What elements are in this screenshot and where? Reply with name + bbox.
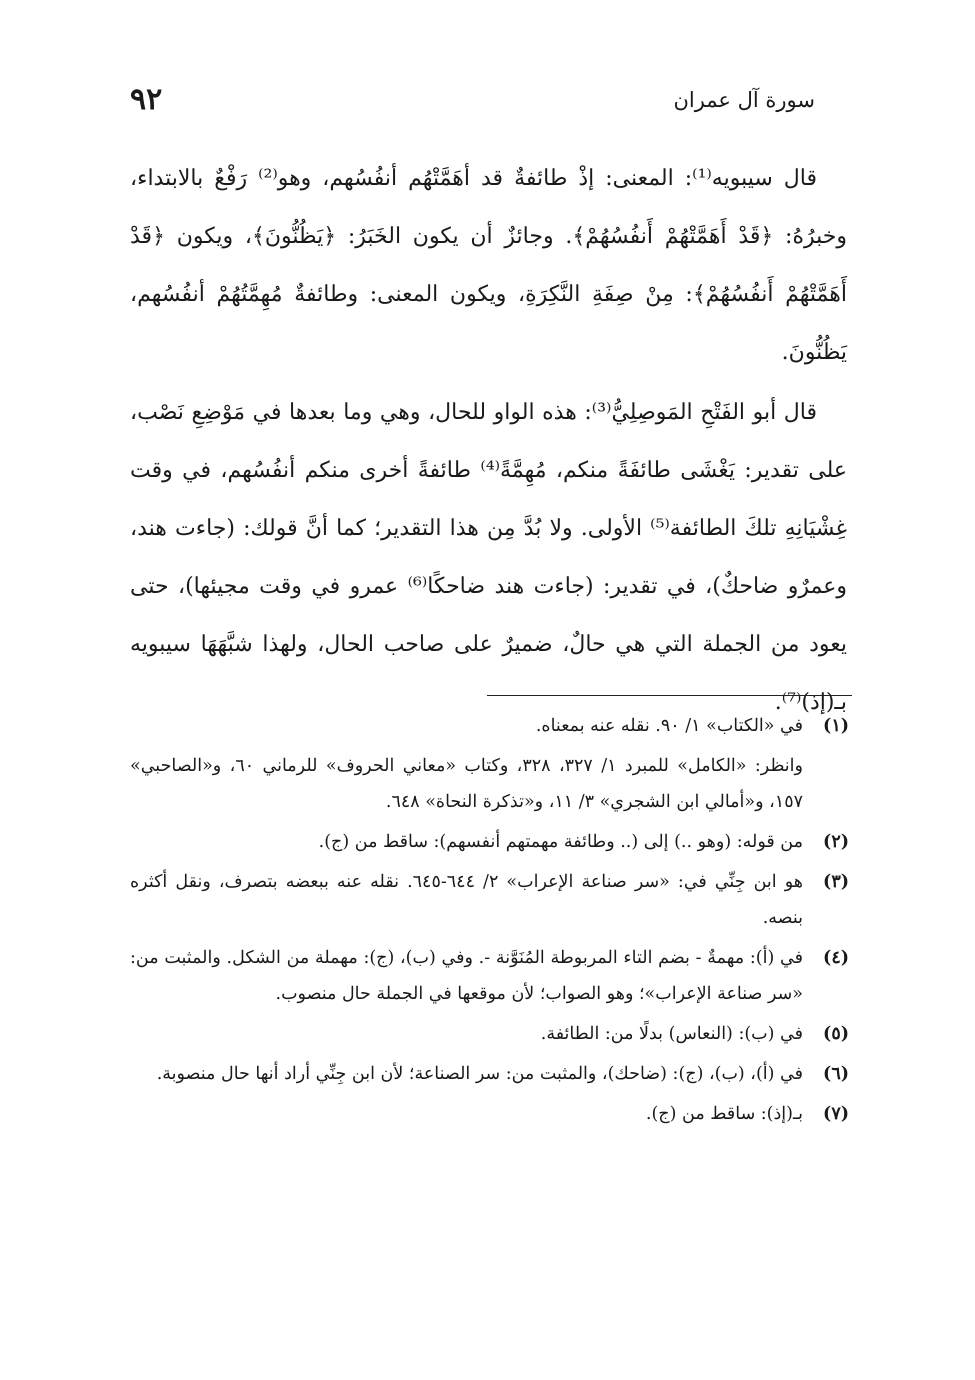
footnote-text: في (أ)، (ب)، (ج): (ضاحك)، والمثبت من: سر الصناعة؛ لأن ابن جِنِّي أراد أنها حال منصوبة.	[156, 1064, 803, 1084]
footnote-1	[130, 708, 849, 744]
footnote-number: (٦)	[823, 1064, 849, 1084]
footnote-text: هو ابن جِنِّي في: «سر صناعة الإعراب» ٢/ ٦٤٤-٦٤٥. نقله عنه ببعضه بتصرف، ونقل أكثره بنصه.	[130, 872, 803, 928]
footnote-number: (٢)	[823, 832, 849, 852]
paragraph-sibawayh: قال سيبويه⁽¹⁾: المعنى: إذْ طائفةٌ قد أهَمَّتْهُم أنفُسُهم، وهو⁽²⁾ رَفْعٌ بالابتداء، وخبرُهُ: ﴿قَدْ أَهَمَّتْهُمْ أَنفُسُهُمْ﴾. وجائزٌ أن يكون الخَبَرُ: ﴿يَظُنُّونَ﴾، ويكون ﴿قَدْ أَهَمَّتْهُمْ أَنفُسُهُمْ﴾: مِنْ صِفَةِ النَّكِرَةِ، ويكون المعنى: وطائفةٌ مُهِمَّتُهُمْ أنفُسُهم، يَظُنُّونَ.	[130, 166, 847, 365]
footnote-divider	[487, 695, 852, 696]
paragraph-abu-alfath: قال أبو الفَتْحِ المَوصِلِيُّ⁽³⁾: هذه الواو للحال، وهي وما بعدها في مَوْضِعِ نَصْب، على تقدير: يَغْشَى طائفَةً منكم، مُهِمَّةً⁽⁴⁾ طائفةً أخرى منكم أنفُسُهم، في وقت غِشْيَانِهِ تلكَ الطائفة⁽⁵⁾ الأولى. ولا بُدَّ مِن هذا التقدير؛ كما أنَّ قولك: (جاءت هند، وعمرٌو ضاحكٌ)، في تقدير: (جاءت هند ضاحكًا⁽⁶⁾ عمرو في وقت مجيئها)، حتى يعود من الجملة التي هي حالٌ، ضميرٌ على صاحب الحال، ولهذا شبَّهَهَا سيبويه بـ(إذ)⁽⁷⁾.	[130, 400, 847, 715]
footnote-6	[130, 1056, 849, 1092]
footnote-text: بـ(إذ): ساقط من (ج).	[645, 1104, 803, 1124]
footnote-2	[130, 824, 849, 860]
footnote-number: (٤)	[823, 948, 849, 968]
footnote-1-continuation: وانظر: «الكامل» للمبرد ١/ ٣٢٧، ٣٢٨، وكتاب «معاني الحروف» للرماني ٦٠، و«الصاحبي» ١٥٧، و«أمالي ابن الشجري» ٣/ ١١، و«تذكرة النحاة» ٦٤٨.	[130, 756, 803, 812]
footnote-text: في (أ): مهمةٌ - بضم التاء المربوطة المُنَوَّنة -. وفي (ب)، (ج): مهملة من الشكل. والمثبت من: «سر صناعة الإعراب»؛ وهو الصواب؛ لأن موقعها في الجملة حال منصوب.	[130, 948, 803, 1004]
footnote-7	[130, 1096, 849, 1132]
footnote-text: من قوله: (وهو ..) إلى (.. وطائفة مهمتهم أنفسهم): ساقط من (ج).	[318, 832, 803, 852]
footnote-4	[130, 940, 849, 1012]
footnote-3	[130, 864, 849, 936]
page-header	[130, 80, 815, 130]
footnote-number: (٣)	[823, 872, 849, 892]
page-number: ٩٢	[130, 82, 163, 117]
footnote-text: في «الكتاب» ١/ ٩٠. نقله عنه بمعناه.	[535, 716, 803, 736]
surah-title: سورة آل عمران	[673, 88, 815, 112]
footnotes	[130, 708, 849, 1136]
footnote-text: في (ب): (النعاس) بدلًا من: الطائفة.	[540, 1024, 803, 1044]
footnote-number: (١)	[823, 716, 849, 736]
footnote-number: (٧)	[823, 1104, 849, 1124]
main-text	[130, 150, 847, 732]
footnote-5	[130, 1016, 849, 1052]
footnote-number: (٥)	[823, 1024, 849, 1044]
